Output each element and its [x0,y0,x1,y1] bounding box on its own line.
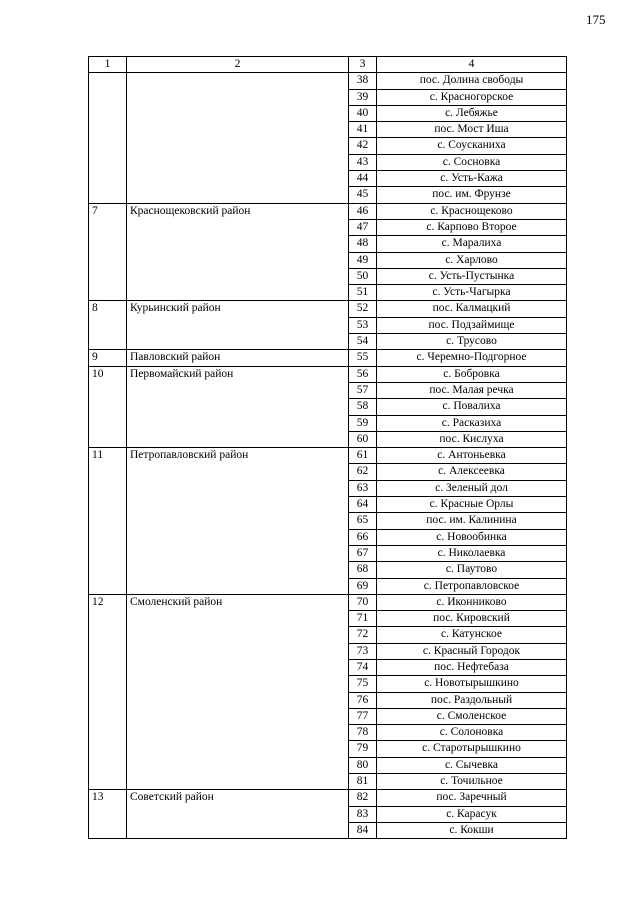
settlement-index: 74 [349,659,377,675]
district-number: 11 [89,448,127,595]
settlement-name: с. Новообинка [377,529,567,545]
settlement-index: 41 [349,122,377,138]
district-number: 10 [89,366,127,447]
settlement-index: 65 [349,513,377,529]
settlement-name: с. Катунское [377,627,567,643]
settlement-index: 38 [349,73,377,89]
settlement-name: с. Кокши [377,822,567,838]
settlement-name: пос. Раздольный [377,692,567,708]
settlement-name: с. Усть-Чагырка [377,285,567,301]
settlement-name: пос. Кислуха [377,431,567,447]
settlement-name: с. Зеленый дол [377,480,567,496]
district-name: Первомайский район [127,366,349,447]
district-name: Павловский район [127,350,349,366]
settlement-name: с. Черемно-Подгорное [377,350,567,366]
settlement-name: с. Николаевка [377,545,567,561]
district-number: 9 [89,350,127,366]
settlement-index: 42 [349,138,377,154]
settlement-index: 80 [349,757,377,773]
settlement-index: 55 [349,350,377,366]
settlement-index: 39 [349,89,377,105]
settlement-name: с. Антоньевка [377,448,567,464]
settlement-index: 73 [349,643,377,659]
district-name: Смоленский район [127,594,349,790]
settlement-index: 63 [349,480,377,496]
settlement-index: 76 [349,692,377,708]
district-name: Краснощековский район [127,203,349,301]
settlement-name: с. Красный Городок [377,643,567,659]
settlement-name: с. Бобровка [377,366,567,382]
settlement-index: 70 [349,594,377,610]
settlement-index: 40 [349,105,377,121]
settlement-index: 61 [349,448,377,464]
table-row [89,203,567,219]
settlement-index: 58 [349,399,377,415]
settlement-name: пос. Кировский [377,611,567,627]
settlement-name: с. Смоленское [377,708,567,724]
settlement-index: 69 [349,578,377,594]
settlement-name: с. Алексеевка [377,464,567,480]
settlement-name: пос. им. Фрунзе [377,187,567,203]
table-body [89,73,567,839]
header-col-3: 3 [349,57,377,73]
district-number: 8 [89,301,127,350]
settlement-index: 78 [349,725,377,741]
settlement-index: 67 [349,545,377,561]
settlements-table [88,56,567,839]
settlement-name: с. Точильное [377,774,567,790]
settlement-index: 71 [349,611,377,627]
district-number [89,73,127,203]
settlement-index: 81 [349,774,377,790]
district-name: Петропавловский район [127,448,349,595]
settlement-name: с. Соусканиха [377,138,567,154]
settlement-name: с. Сычевка [377,757,567,773]
settlement-index: 77 [349,708,377,724]
settlement-index: 72 [349,627,377,643]
district-number: 13 [89,790,127,839]
settlement-index: 48 [349,236,377,252]
district-number: 12 [89,594,127,790]
settlement-index: 66 [349,529,377,545]
settlement-name: пос. Мост Иша [377,122,567,138]
settlement-name: с. Маралиха [377,236,567,252]
table-row [89,73,567,89]
settlement-name: с. Лебяжье [377,105,567,121]
settlement-index: 43 [349,154,377,170]
district-name [127,73,349,203]
table-row [89,366,567,382]
settlement-index: 64 [349,497,377,513]
settlement-name: с. Красногорское [377,89,567,105]
settlement-index: 79 [349,741,377,757]
header-col-1: 1 [89,57,127,73]
settlement-name: с. Карпово Второе [377,219,567,235]
settlement-name: с. Солоновка [377,725,567,741]
table-row [89,301,567,317]
settlement-index: 49 [349,252,377,268]
settlement-index: 56 [349,366,377,382]
settlement-index: 47 [349,219,377,235]
settlement-name: пос. Долина свободы [377,73,567,89]
settlement-index: 53 [349,317,377,333]
settlement-name: с. Расказиха [377,415,567,431]
settlement-name: пос. Малая речка [377,382,567,398]
page-number: 175 [586,12,606,27]
settlement-index: 50 [349,268,377,284]
table-row [89,594,567,610]
settlement-name: с. Харлово [377,252,567,268]
settlement-name: с. Карасук [377,806,567,822]
settlement-name: с. Петропавловское [377,578,567,594]
settlement-index: 83 [349,806,377,822]
settlement-name: с. Старотырышкино [377,741,567,757]
settlement-name: пос. Калмацкий [377,301,567,317]
district-number: 7 [89,203,127,301]
settlement-index: 68 [349,562,377,578]
header-col-2: 2 [127,57,349,73]
settlement-name: пос. Заречный [377,790,567,806]
settlement-name: с. Красные Орлы [377,497,567,513]
settlement-name: с. Повалиха [377,399,567,415]
settlement-index: 84 [349,822,377,838]
settlement-name: с. Новотырышкино [377,676,567,692]
settlement-name: с. Иконниково [377,594,567,610]
table-row [89,448,567,464]
settlement-name: с. Трусово [377,334,567,350]
settlement-index: 60 [349,431,377,447]
settlement-index: 54 [349,334,377,350]
settlement-name: с. Усть-Пустынка [377,268,567,284]
table-row [89,350,567,366]
header-row [89,57,567,73]
settlement-index: 44 [349,171,377,187]
table-row [89,790,567,806]
settlement-name: с. Сосновка [377,154,567,170]
settlement-index: 57 [349,382,377,398]
settlement-name: пос. Подзаймище [377,317,567,333]
header-col-4: 4 [377,57,567,73]
settlement-name: с. Усть-Кажа [377,171,567,187]
settlement-index: 46 [349,203,377,219]
settlement-name: с. Паутово [377,562,567,578]
settlement-index: 75 [349,676,377,692]
settlement-index: 62 [349,464,377,480]
settlement-name: с. Краснощеково [377,203,567,219]
settlement-index: 45 [349,187,377,203]
settlement-name: пос. Нефтебаза [377,659,567,675]
settlement-index: 51 [349,285,377,301]
settlement-name: пос. им. Калинина [377,513,567,529]
district-name: Советский район [127,790,349,839]
settlement-index: 52 [349,301,377,317]
settlement-index: 59 [349,415,377,431]
district-name: Курьинский район [127,301,349,350]
settlement-index: 82 [349,790,377,806]
